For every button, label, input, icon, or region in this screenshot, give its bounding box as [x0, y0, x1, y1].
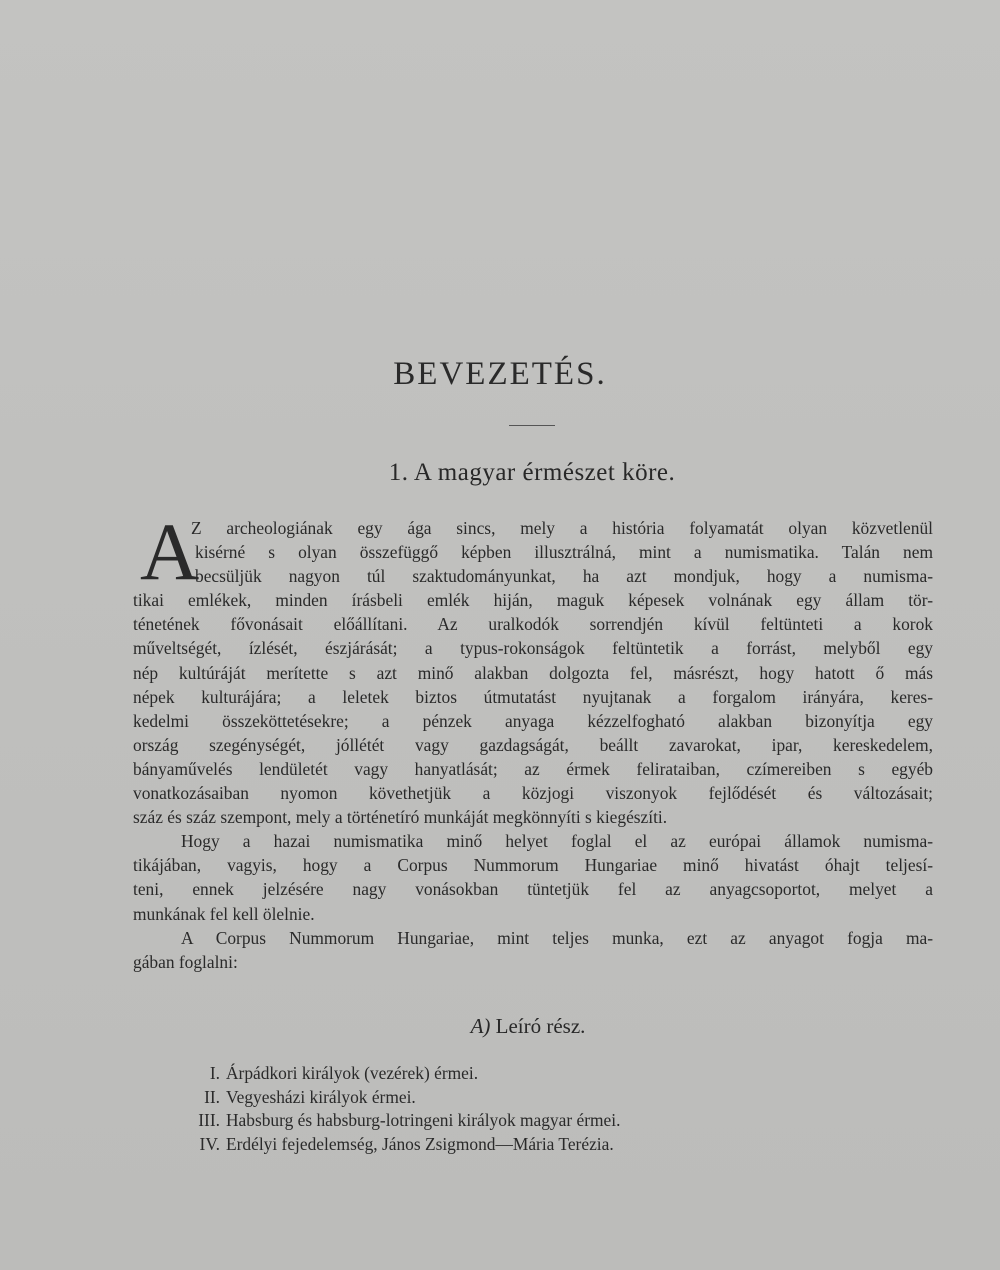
paragraph-line: ténetének fővonásait előállítani. Az uralkodók sorrendjén kívül feltünteti a korok: [133, 614, 933, 635]
paragraph-line: nép kultúráját merítette s azt minő alakban dolgozta fel, másrészt, hogy hatott ő más: [133, 662, 933, 683]
paragraph-line: ország szegénységét, jóllétét vagy gazdagságát, beállt zavarokat, ipar, kereskedelem,: [133, 734, 933, 755]
paragraph-line: gában foglalni:: [133, 951, 238, 972]
paragraph-line: Hogy a hazai numismatika minő helyet foglal el az európai államok numisma-: [181, 831, 933, 852]
paragraph-line: bányaművelés lendületét vagy hanyatlását; az érmek felirataiban, czímereiben s egyéb: [133, 758, 933, 779]
page-heading: BEVEZETÉS.: [393, 356, 607, 392]
paragraph-line: Z archeologiának egy ága sincs, mely a história folyamatát olyan közvetlenül: [191, 518, 933, 538]
paragraph-line: kisérné s olyan összefüggő képben illusztrálná, mint a numismatika. Talán nem: [195, 542, 933, 563]
paragraph-line: népek kulturájára; a leletek biztos útmutatást nyujtanak a forgalom irányára, keres-: [133, 686, 933, 707]
subsection-letter: A): [470, 1014, 491, 1038]
paragraph-line: tikai emlékek, minden írásbeli emlék hiján, maguk képesek volnának egy állam tör-: [133, 590, 933, 611]
list-item-text: Vegyesházi királyok érmei.: [226, 1086, 416, 1107]
list-item-text: Habsburg és habsburg-lotringeni királyok magyar érmei.: [226, 1110, 621, 1130]
paragraph-line: száz és száz szempont, mely a történetíró munkáját megkönnyíti s kiegészíti.: [133, 807, 668, 828]
list-item: [170, 1109, 870, 1133]
paragraph-line: A Corpus Nummorum Hungariae, mint teljes munka, ezt az anyagot fogja ma-: [181, 927, 933, 948]
paragraph-line: teni, ennek jelzésére nagy vonásokban tüntetjük fel az anyagcsoportot, melyet a: [133, 879, 933, 900]
list-item-number: II.: [204, 1086, 220, 1107]
contents-list: [170, 1062, 870, 1156]
list-item-number: III.: [198, 1110, 220, 1130]
subsection-title: Leíró rész.: [495, 1014, 586, 1038]
list-item: [170, 1086, 870, 1110]
intro-paragraphs: [133, 506, 933, 974]
list-item-text: Árpádkori királyok (vezérek) érmei.: [226, 1063, 479, 1083]
list-item-number: IV.: [199, 1133, 220, 1154]
paragraph-line: munkának fel kell ölelnie.: [133, 903, 315, 924]
section-title: 1. A magyar érmészet köre.: [388, 459, 676, 486]
paragraph-line: tikájában, vagyis, hogy a Corpus Nummorum Hungariae minő hivatást óhajt teljesí-: [133, 855, 933, 876]
subsection-heading: [0, 1014, 1000, 1039]
list-item-number: I.: [209, 1063, 220, 1083]
list-item: [170, 1133, 870, 1157]
list-item-text: Erdélyi fejedelemség, János Zsigmond—Mária Terézia.: [226, 1133, 614, 1154]
paragraph-line: kedelmi összeköttetésekre; a pénzek anyaga kézzelfogható alakban bizonyítja egy: [133, 710, 933, 731]
list-item: [170, 1062, 870, 1086]
paragraph-line: műveltségét, ízlését, észjárását; a typus-rokonságok feltüntetik a forrást, melyből egy: [133, 638, 933, 659]
paragraph-line: becsüljük nagyon túl szaktudományunkat, ha azt mondjuk, hogy a numisma-: [195, 566, 933, 587]
heading-divider: [509, 425, 555, 426]
paragraph-line: vonatkozásaiban nyomon követhetjük a közjogi viszonyok fejlődését és változásait;: [133, 783, 933, 804]
drop-cap: A: [140, 506, 200, 597]
